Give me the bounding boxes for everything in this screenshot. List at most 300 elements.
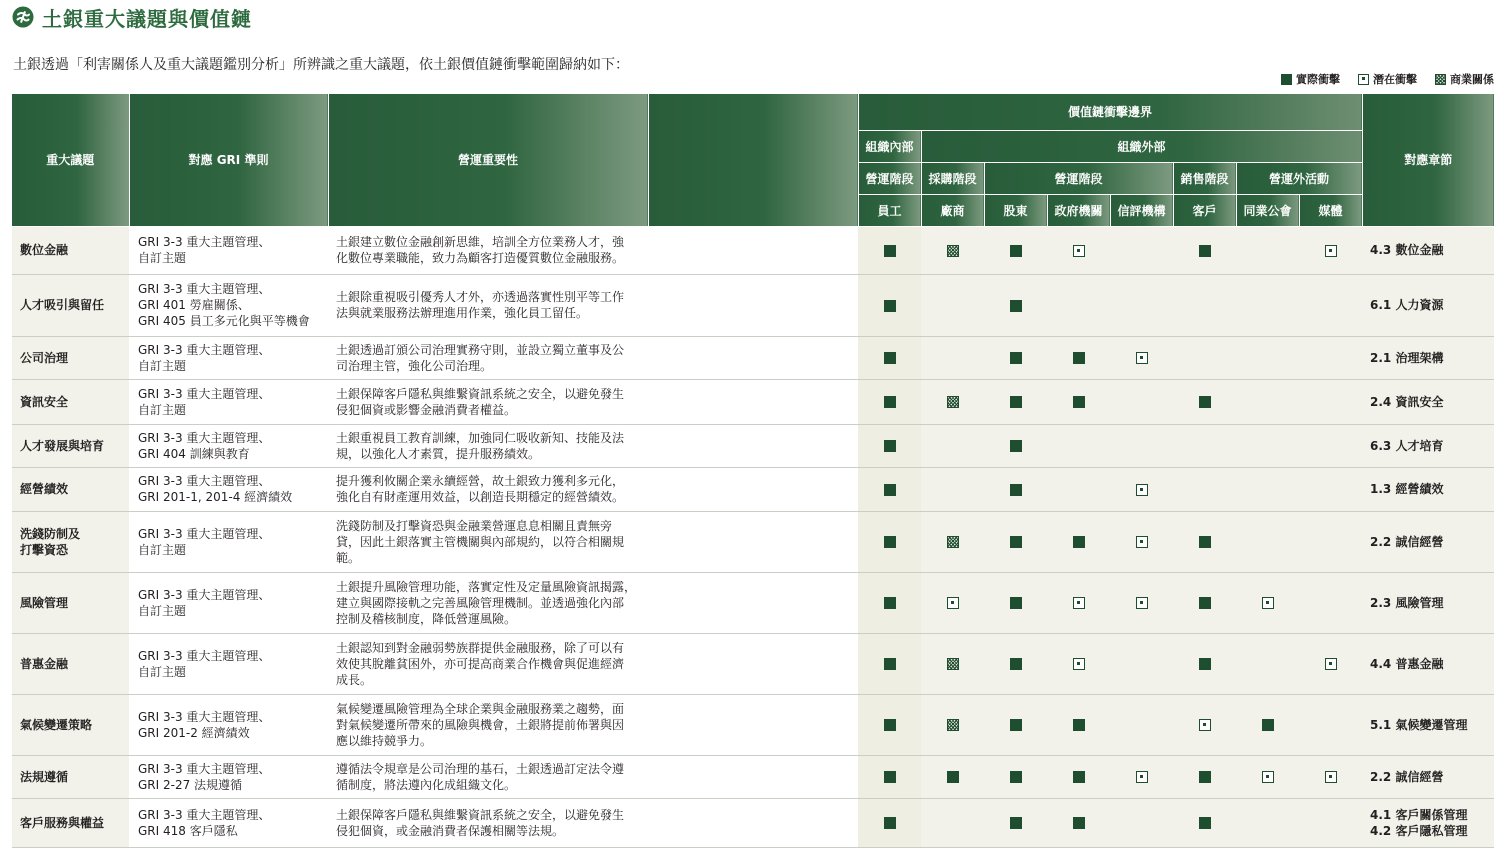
impact-cell-同業公會 xyxy=(1236,798,1299,847)
impact-cell-員工 xyxy=(858,511,921,572)
legend-business xyxy=(1435,71,1494,87)
table-row xyxy=(12,694,1494,755)
chapter-cell xyxy=(1362,424,1494,467)
potential-impact-icon xyxy=(947,597,959,609)
impact-cell-廠商 xyxy=(921,379,984,424)
importance-line: 土銀認知到對金融弱勢族群提供金融服務，除了可以有 xyxy=(336,640,625,655)
actual-impact-icon xyxy=(1010,771,1022,783)
chapter-cell xyxy=(1362,755,1494,798)
gri-line: 自訂主題 xyxy=(138,358,187,373)
business-impact-icon xyxy=(947,658,959,670)
potential-impact-icon xyxy=(1136,771,1148,783)
gri-cell xyxy=(129,274,328,336)
gri-line: 自訂主題 xyxy=(138,664,187,679)
gri-line: GRI 3-3 重大主題管理、 xyxy=(138,342,271,357)
actual-impact-icon xyxy=(884,396,896,408)
impact-cell-股東 xyxy=(984,633,1047,694)
topic-cell xyxy=(12,274,129,336)
impact-cell-股東 xyxy=(984,274,1047,336)
impact-cell-政府機關 xyxy=(1047,572,1110,633)
importance-line: 土銀除重視吸引優秀人才外，亦透過落實性別平等工作 xyxy=(336,290,625,304)
table-row xyxy=(12,798,1494,847)
impact-cell-信評機構 xyxy=(1110,511,1173,572)
table-row xyxy=(12,467,1494,511)
actual-impact-icon xyxy=(1262,719,1274,731)
importance-line: 提升獲利攸關企業永續經營，故土銀致力獲利多元化， xyxy=(336,474,625,488)
materiality-table xyxy=(12,94,1494,848)
gri-cell xyxy=(129,633,328,694)
impact-cell-廠商 xyxy=(921,511,984,572)
actual-impact-icon xyxy=(884,771,896,783)
importance-line: 司治理主管，強化公司治理。 xyxy=(336,358,493,373)
actual-impact-icon xyxy=(884,352,896,364)
chapter-cell xyxy=(1362,511,1494,572)
impact-cell-政府機關 xyxy=(1047,467,1110,511)
impact-cell-股東 xyxy=(984,572,1047,633)
impact-cell-媒體 xyxy=(1299,755,1362,798)
impact-cell-信評機構 xyxy=(1110,694,1173,755)
actual-impact-icon xyxy=(1073,817,1085,829)
actual-impact-icon xyxy=(1199,658,1211,670)
potential-impact-icon xyxy=(1358,74,1369,85)
chapter-line: 2.3 風險管理 xyxy=(1370,595,1444,610)
impact-cell-廠商 xyxy=(921,633,984,694)
impact-cell-股東 xyxy=(984,226,1047,274)
importance-cell xyxy=(328,467,858,511)
topic-cell xyxy=(12,511,129,572)
gri-line: 自訂主題 xyxy=(138,542,187,557)
topic-line: 公司治理 xyxy=(20,350,69,365)
chapter-line: 4.1 客戶關係管理 xyxy=(1370,807,1468,822)
impact-cell-媒體 xyxy=(1299,633,1362,694)
table-row xyxy=(12,274,1494,336)
importance-cell xyxy=(328,226,858,274)
business-relation-icon xyxy=(1435,74,1446,85)
impact-cell-同業公會 xyxy=(1236,467,1299,511)
gri-line: GRI 201-1, 201-4 經濟績效 xyxy=(138,490,293,504)
actual-impact-icon xyxy=(1199,245,1211,257)
potential-impact-icon xyxy=(1325,658,1337,670)
importance-line: 法與就業服務法辦理進用作業，強化員工留任。 xyxy=(336,306,589,320)
business-impact-icon xyxy=(947,245,959,257)
impact-cell-客戶 xyxy=(1173,424,1236,467)
impact-cell-同業公會 xyxy=(1236,274,1299,336)
chapter-line: 4.3 數位金融 xyxy=(1370,243,1444,257)
actual-impact-icon xyxy=(1073,396,1085,408)
gri-line: 自訂主題 xyxy=(138,603,187,618)
table-row xyxy=(12,511,1494,572)
actual-impact-icon xyxy=(1010,536,1022,548)
header-col-5: 客戶 xyxy=(1173,194,1236,226)
impact-cell-同業公會 xyxy=(1236,424,1299,467)
header-stage-procurement: 採購階段 xyxy=(921,162,984,194)
chapter-cell xyxy=(1362,694,1494,755)
impact-cell-媒體 xyxy=(1299,424,1362,467)
topic-cell xyxy=(12,755,129,798)
header-stage-sales: 銷售階段 xyxy=(1173,162,1236,194)
importance-line: 規，以強化人才素質，提升服務績效。 xyxy=(336,446,541,461)
header-col-0: 員工 xyxy=(858,194,921,226)
impact-cell-股東 xyxy=(984,379,1047,424)
impact-cell-政府機關 xyxy=(1047,379,1110,424)
intro-text: 土銀透過「利害關係人及重大議題鑑別分析」所辨識之重大議題，依土銀價值鏈衝擊範圍歸納如下： xyxy=(13,57,629,73)
topic-line: 洗錢防制及 xyxy=(20,526,81,541)
potential-impact-icon xyxy=(1136,352,1148,364)
chapter-cell xyxy=(1362,274,1494,336)
potential-impact-icon xyxy=(1073,597,1085,609)
header-spacer xyxy=(648,94,858,226)
actual-impact-icon xyxy=(884,484,896,496)
impact-cell-信評機構 xyxy=(1110,379,1173,424)
impact-cell-信評機構 xyxy=(1110,424,1173,467)
chapter-cell xyxy=(1362,572,1494,633)
importance-line: 土銀透過訂頒公司治理實務守則，並設立獨立董事及公 xyxy=(336,342,625,357)
gri-cell xyxy=(129,379,328,424)
topic-line: 法規遵循 xyxy=(20,769,69,784)
potential-impact-icon xyxy=(1199,719,1211,731)
potential-impact-icon xyxy=(1073,245,1085,257)
impact-cell-廠商 xyxy=(921,274,984,336)
importance-line: 效使其脫離貧困外，亦可提高商業合作機會與促進經濟 xyxy=(336,656,625,671)
impact-cell-員工 xyxy=(858,379,921,424)
impact-cell-媒體 xyxy=(1299,274,1362,336)
potential-impact-icon xyxy=(1262,597,1274,609)
importance-line: 對氣候變遷所帶來的風險與機會，土銀將提前佈署與因 xyxy=(336,717,625,732)
impact-cell-信評機構 xyxy=(1110,336,1173,379)
header-col-7: 媒體 xyxy=(1299,194,1362,226)
legend-actual xyxy=(1281,71,1340,87)
chapter-line: 1.3 經營績效 xyxy=(1370,482,1444,496)
gri-line: GRI 405 員工多元化與平等機會 xyxy=(138,314,310,328)
actual-impact-icon xyxy=(1010,245,1022,257)
impact-cell-廠商 xyxy=(921,694,984,755)
header-chapter: 對應章節 xyxy=(1362,94,1494,226)
impact-cell-客戶 xyxy=(1173,694,1236,755)
impact-cell-媒體 xyxy=(1299,226,1362,274)
topic-line: 數位金融 xyxy=(20,243,69,257)
impact-cell-政府機關 xyxy=(1047,274,1110,336)
actual-impact-icon xyxy=(1073,771,1085,783)
actual-impact-icon xyxy=(1199,817,1211,829)
impact-cell-同業公會 xyxy=(1236,511,1299,572)
impact-cell-客戶 xyxy=(1173,274,1236,336)
actual-impact-icon xyxy=(884,245,896,257)
importance-cell xyxy=(328,572,858,633)
gri-line: GRI 2-27 法規遵循 xyxy=(138,777,243,792)
legend-potential-label: 潛在衝擊 xyxy=(1373,73,1417,86)
actual-impact-icon xyxy=(947,771,959,783)
gri-line: GRI 3-3 重大主題管理、 xyxy=(138,587,271,602)
impact-cell-客戶 xyxy=(1173,336,1236,379)
table-row xyxy=(12,336,1494,379)
importance-line: 循制度，將法遵內化成組織文化。 xyxy=(336,777,517,792)
importance-cell xyxy=(328,633,858,694)
table-row xyxy=(12,755,1494,798)
topic-line: 客戶服務與權益 xyxy=(20,815,105,830)
impact-cell-員工 xyxy=(858,572,921,633)
actual-impact-icon xyxy=(1010,658,1022,670)
header-importance: 營運重要性 xyxy=(328,94,648,226)
table-row xyxy=(12,379,1494,424)
impact-cell-廠商 xyxy=(921,755,984,798)
importance-line: 強化自有財產運用效益，以創造長期穩定的經營績效。 xyxy=(336,490,625,504)
header-col-6: 同業公會 xyxy=(1236,194,1299,226)
impact-cell-員工 xyxy=(858,467,921,511)
title-row xyxy=(12,3,252,31)
impact-cell-媒體 xyxy=(1299,798,1362,847)
business-impact-icon xyxy=(947,396,959,408)
impact-cell-媒體 xyxy=(1299,511,1362,572)
actual-impact-icon xyxy=(884,440,896,452)
actual-impact-icon xyxy=(1010,440,1022,452)
impact-cell-政府機關 xyxy=(1047,424,1110,467)
gri-line: 自訂主題 xyxy=(138,251,187,265)
impact-cell-員工 xyxy=(858,274,921,336)
impact-cell-股東 xyxy=(984,511,1047,572)
gri-line: GRI 3-3 重大主題管理、 xyxy=(138,386,271,401)
impact-cell-股東 xyxy=(984,467,1047,511)
table-row xyxy=(12,226,1494,274)
gri-cell xyxy=(129,798,328,847)
actual-impact-icon xyxy=(1199,597,1211,609)
chapter-line: 2.1 治理架構 xyxy=(1370,350,1444,365)
actual-impact-icon xyxy=(884,536,896,548)
impact-cell-員工 xyxy=(858,336,921,379)
impact-cell-媒體 xyxy=(1299,572,1362,633)
legend xyxy=(1281,71,1494,87)
chapter-line: 4.4 普惠金融 xyxy=(1370,656,1444,671)
impact-cell-政府機關 xyxy=(1047,336,1110,379)
actual-impact-icon xyxy=(1010,300,1022,312)
impact-cell-同業公會 xyxy=(1236,226,1299,274)
land-bank-logo-icon xyxy=(12,6,34,28)
impact-cell-政府機關 xyxy=(1047,755,1110,798)
potential-impact-icon xyxy=(1325,245,1337,257)
actual-impact-icon xyxy=(1010,396,1022,408)
header-col-4: 信評機構 xyxy=(1110,194,1173,226)
actual-impact-icon xyxy=(884,658,896,670)
actual-impact-icon xyxy=(1199,396,1211,408)
chapter-line: 2.2 誠信經營 xyxy=(1370,769,1444,784)
importance-line: 遵循法令規章是公司治理的基石，土銀透過訂定法令遵 xyxy=(336,761,625,776)
topic-cell xyxy=(12,633,129,694)
topic-line: 普惠金融 xyxy=(20,656,69,671)
actual-impact-icon xyxy=(884,300,896,312)
gri-line: GRI 3-3 重大主題管理、 xyxy=(138,526,271,541)
chapter-line: 2.4 資訊安全 xyxy=(1370,394,1444,409)
gri-cell xyxy=(129,511,328,572)
importance-cell xyxy=(328,336,858,379)
actual-impact-icon xyxy=(884,719,896,731)
gri-cell xyxy=(129,467,328,511)
topic-line: 經營績效 xyxy=(20,482,69,496)
impact-cell-政府機關 xyxy=(1047,226,1110,274)
importance-cell xyxy=(328,694,858,755)
impact-cell-客戶 xyxy=(1173,755,1236,798)
gri-line: GRI 3-3 重大主題管理、 xyxy=(138,648,271,663)
impact-cell-員工 xyxy=(858,755,921,798)
importance-line: 土銀提升風險管理功能，落實定性及定量風險資訊揭露， xyxy=(336,579,637,594)
topic-cell xyxy=(12,226,129,274)
impact-cell-同業公會 xyxy=(1236,755,1299,798)
impact-cell-政府機關 xyxy=(1047,511,1110,572)
impact-cell-廠商 xyxy=(921,424,984,467)
actual-impact-icon xyxy=(1073,352,1085,364)
chapter-line: 5.1 氣候變遷管理 xyxy=(1370,717,1468,732)
impact-cell-客戶 xyxy=(1173,572,1236,633)
header-internal: 組織內部 xyxy=(858,130,921,162)
impact-cell-員工 xyxy=(858,633,921,694)
importance-line: 化數位專業職能，致力為顧客打造優質數位金融服務。 xyxy=(336,251,625,265)
impact-cell-同業公會 xyxy=(1236,379,1299,424)
impact-cell-信評機構 xyxy=(1110,226,1173,274)
topic-cell xyxy=(12,336,129,379)
impact-cell-信評機構 xyxy=(1110,572,1173,633)
actual-impact-icon xyxy=(1010,817,1022,829)
topic-line: 人才吸引與留任 xyxy=(20,298,105,312)
importance-cell xyxy=(328,798,858,847)
gri-line: GRI 401 勞雇關係、 xyxy=(138,298,250,312)
impact-cell-同業公會 xyxy=(1236,572,1299,633)
header-topic: 重大議題 xyxy=(12,94,129,226)
importance-line: 成長。 xyxy=(336,672,373,687)
topic-cell xyxy=(12,572,129,633)
potential-impact-icon xyxy=(1073,658,1085,670)
table-row xyxy=(12,424,1494,467)
chapter-cell xyxy=(1362,798,1494,847)
impact-cell-信評機構 xyxy=(1110,633,1173,694)
impact-cell-廠商 xyxy=(921,226,984,274)
importance-line: 建立與國際接軌之完善風險管理機制。並透過強化內部 xyxy=(336,595,625,610)
topic-cell xyxy=(12,467,129,511)
impact-cell-媒體 xyxy=(1299,336,1362,379)
header-stage-operation: 營運階段 xyxy=(858,162,921,194)
chapter-line: 4.2 客戶隱私管理 xyxy=(1370,823,1468,838)
impact-cell-廠商 xyxy=(921,467,984,511)
chapter-cell xyxy=(1362,226,1494,274)
importance-line: 控制及稽核制度，降低營運風險。 xyxy=(336,611,517,626)
actual-impact-icon xyxy=(1073,536,1085,548)
gri-cell xyxy=(129,424,328,467)
impact-cell-媒體 xyxy=(1299,467,1362,511)
impact-cell-信評機構 xyxy=(1110,274,1173,336)
chapter-line: 2.2 誠信經營 xyxy=(1370,534,1444,549)
chapter-cell xyxy=(1362,379,1494,424)
header-boundary: 價值鏈衝擊邊界 xyxy=(858,94,1362,130)
impact-cell-信評機構 xyxy=(1110,798,1173,847)
impact-cell-員工 xyxy=(858,226,921,274)
impact-cell-信評機構 xyxy=(1110,467,1173,511)
actual-impact-icon xyxy=(1010,484,1022,496)
actual-impact-icon xyxy=(1010,352,1022,364)
topic-line: 人才發展與培育 xyxy=(20,438,105,453)
gri-line: GRI 3-3 重大主題管理、 xyxy=(138,235,271,249)
chapter-line: 6.1 人力資源 xyxy=(1370,298,1444,312)
importance-cell xyxy=(328,424,858,467)
table-row xyxy=(12,572,1494,633)
impact-cell-媒體 xyxy=(1299,694,1362,755)
potential-impact-icon xyxy=(1136,484,1148,496)
importance-cell xyxy=(328,379,858,424)
actual-impact-icon xyxy=(1073,719,1085,731)
impact-cell-股東 xyxy=(984,798,1047,847)
importance-line: 侵犯個資，或金融消費者保護相關等法規。 xyxy=(336,823,565,838)
importance-line: 應以維持競爭力。 xyxy=(336,733,433,748)
header-gri: 對應 GRI 準則 xyxy=(129,94,328,226)
header-col-1: 廠商 xyxy=(921,194,984,226)
impact-cell-股東 xyxy=(984,694,1047,755)
impact-cell-客戶 xyxy=(1173,511,1236,572)
impact-cell-客戶 xyxy=(1173,379,1236,424)
importance-cell xyxy=(328,755,858,798)
impact-cell-股東 xyxy=(984,755,1047,798)
gri-line: GRI 3-3 重大主題管理、 xyxy=(138,761,271,776)
topic-cell xyxy=(12,379,129,424)
gri-line: GRI 418 客戶隱私 xyxy=(138,823,238,838)
impact-cell-政府機關 xyxy=(1047,633,1110,694)
legend-actual-label: 實際衝擊 xyxy=(1296,73,1340,86)
gri-cell xyxy=(129,572,328,633)
actual-impact-icon xyxy=(1199,771,1211,783)
impact-cell-廠商 xyxy=(921,798,984,847)
gri-line: GRI 3-3 重大主題管理、 xyxy=(138,430,271,445)
impact-cell-員工 xyxy=(858,424,921,467)
impact-cell-股東 xyxy=(984,424,1047,467)
header-external: 組織外部 xyxy=(921,130,1362,162)
gri-line: GRI 3-3 重大主題管理、 xyxy=(138,282,271,296)
importance-cell xyxy=(328,511,858,572)
legend-potential xyxy=(1358,71,1417,87)
topic-cell xyxy=(12,798,129,847)
actual-impact-icon xyxy=(884,597,896,609)
business-impact-icon xyxy=(947,536,959,548)
business-impact-icon xyxy=(947,719,959,731)
gri-cell xyxy=(129,226,328,274)
impact-cell-同業公會 xyxy=(1236,633,1299,694)
actual-impact-icon xyxy=(1281,74,1292,85)
gri-line: GRI 201-2 經濟績效 xyxy=(138,725,250,740)
topic-cell xyxy=(12,424,129,467)
impact-cell-股東 xyxy=(984,336,1047,379)
impact-cell-同業公會 xyxy=(1236,694,1299,755)
chapter-cell xyxy=(1362,467,1494,511)
gri-cell xyxy=(129,694,328,755)
impact-cell-員工 xyxy=(858,694,921,755)
impact-cell-信評機構 xyxy=(1110,755,1173,798)
importance-line: 侵犯個資或影響金融消費者權益。 xyxy=(336,402,517,417)
impact-cell-客戶 xyxy=(1173,798,1236,847)
importance-line: 洗錢防制及打擊資恐與金融業營運息息相關且責無旁 xyxy=(336,518,613,533)
importance-line: 土銀保障客戶隱私與維繫資訊系統之安全，以避免發生 xyxy=(336,386,625,401)
actual-impact-icon xyxy=(884,817,896,829)
actual-impact-icon xyxy=(1010,719,1022,731)
topic-cell xyxy=(12,694,129,755)
gri-line: GRI 3-3 重大主題管理、 xyxy=(138,709,271,724)
importance-line: 貸，因此土銀落實主管機關與內部規約，以符合相關規 xyxy=(336,534,625,549)
topic-line: 風險管理 xyxy=(20,595,69,610)
chapter-line: 6.3 人才培育 xyxy=(1370,438,1444,453)
header-col-3: 政府機關 xyxy=(1047,194,1110,226)
gri-line: GRI 3-3 重大主題管理、 xyxy=(138,474,271,488)
topic-line: 資訊安全 xyxy=(20,394,69,409)
topic-line: 氣候變遷策略 xyxy=(20,717,93,732)
chapter-cell xyxy=(1362,336,1494,379)
importance-line: 範。 xyxy=(336,550,361,565)
header-stage-outside: 營運外活動 xyxy=(1236,162,1362,194)
impact-cell-員工 xyxy=(858,798,921,847)
gri-line: 自訂主題 xyxy=(138,402,187,417)
topic-line: 打擊資恐 xyxy=(20,542,69,557)
